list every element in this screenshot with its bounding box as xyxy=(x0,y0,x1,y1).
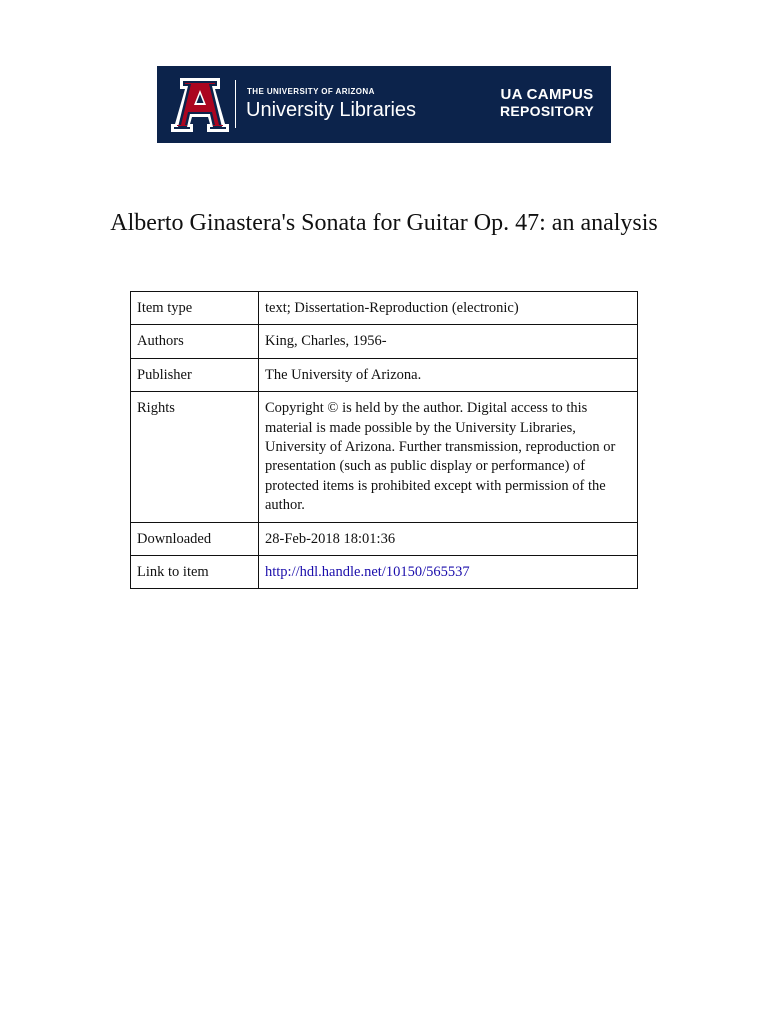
row-label: Rights xyxy=(131,392,259,522)
metadata-table xyxy=(130,291,638,589)
row-label: Item type xyxy=(131,292,259,325)
repository-label xyxy=(497,86,597,120)
row-value: The University of Arizona. xyxy=(259,358,638,391)
table-row-item-type xyxy=(131,292,638,325)
row-value: King, Charles, 1956- xyxy=(259,325,638,358)
table-row-publisher xyxy=(131,358,638,391)
repository-label-line1: UA CAMPUS xyxy=(500,86,594,103)
libraries-name: University Libraries xyxy=(246,99,417,121)
banner-divider xyxy=(235,80,236,128)
repository-label-line2: REPOSITORY xyxy=(499,103,595,119)
row-value: text; Dissertation-Reproduction (electronic) xyxy=(259,292,638,325)
table-row-rights xyxy=(131,392,638,522)
library-banner xyxy=(157,66,611,143)
row-label: Publisher xyxy=(131,358,259,391)
document-title: Alberto Ginastera's Sonata for Guitar Op. 47: an analysis xyxy=(110,210,658,236)
row-value: 28-Feb-2018 18:01:36 xyxy=(259,522,638,555)
row-label: Downloaded xyxy=(131,522,259,555)
table-row-link xyxy=(131,556,638,589)
item-link[interactable]: http://hdl.handle.net/10150/565537 xyxy=(265,564,470,581)
row-value xyxy=(259,556,638,589)
table-row-downloaded xyxy=(131,522,638,555)
university-name: THE UNIVERSITY OF ARIZONA xyxy=(247,87,375,96)
row-value: Copyright © is held by the author. Digital access to this material is made possible by the University Libraries, University of Arizona. Further transmission, reproduction or presentation (such as public display or performance) of protected items is prohibited except with permission of the author. xyxy=(259,392,638,522)
row-label: Link to item xyxy=(131,556,259,589)
arizona-a-logo-icon xyxy=(171,76,229,134)
row-label: Authors xyxy=(131,325,259,358)
table-row-authors xyxy=(131,325,638,358)
